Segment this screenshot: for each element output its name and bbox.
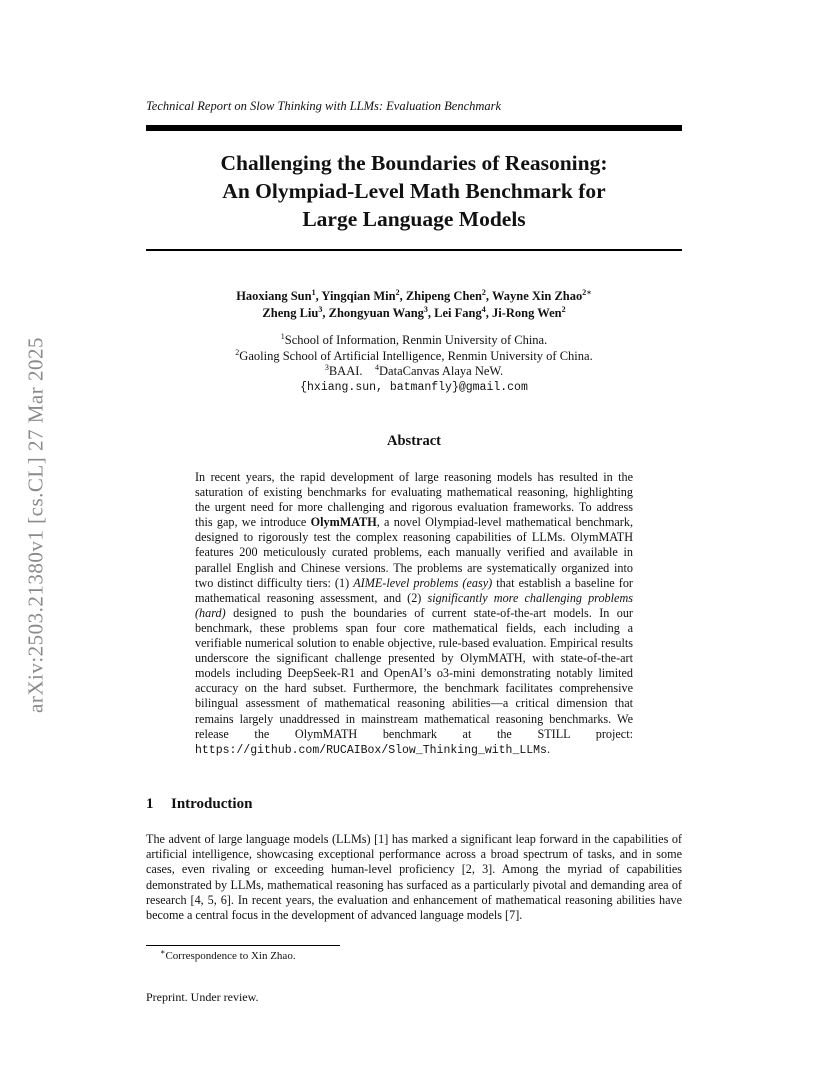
author: Wayne Xin Zhao bbox=[491, 289, 583, 303]
affiliation-3-4: $^3$BAAI. $^4$DataCanvas Alaya NeW. bbox=[324, 362, 504, 378]
section-number: 1 bbox=[146, 796, 154, 812]
title-rule-bottom bbox=[146, 249, 682, 251]
abstract-heading: Abstract bbox=[387, 433, 441, 449]
arxiv-stamp: arXiv:2503.21380v1 [cs.CL] 27 Mar 2025 bbox=[23, 337, 48, 713]
title-line: Large Language Models bbox=[302, 207, 526, 231]
intro-paragraph: The advent of large language models (LLMs) [1] has marked a significant leap forward in the capabilities of artificial intelligence, showcasing exceptional performance across a broad spectrum of tasks, and in some cases, even rivaling or exceeding human-level proficiency [2, 3]. Among the myriad of capabilities demonstrated by LLMs, mathematical reasoning has surfaced as a particularly pivotal and demanding area of research [4, 5, 6]. In recent years, the evaluation and enhancement of mathematical reasoning abilities have become a central focus in the development of advanced language models [7]. bbox=[146, 832, 682, 923]
author-line-1: Haoxiang Sun$^1$, Yingqian Min$^2$, Zhipeng Chen$^2$, Wayne Xin Zhao$^{2∗}$ bbox=[236, 287, 592, 303]
author: Ji-Rong Wen bbox=[492, 306, 562, 320]
affiliations bbox=[146, 333, 682, 395]
title-rule-top bbox=[146, 125, 682, 131]
affiliation-2: $^2$Gaoling School of Artificial Intelligence, Renmin University of China. bbox=[235, 347, 593, 363]
author: Yingqian Min bbox=[321, 289, 396, 303]
author: Zhongyuan Wang bbox=[328, 306, 424, 320]
author-list bbox=[146, 288, 682, 322]
title-line: Challenging the Boundaries of Reasoning: bbox=[220, 151, 608, 175]
footnote-rule bbox=[146, 945, 340, 946]
author: Zheng Liu bbox=[262, 306, 319, 320]
affiliation-1: $^1$School of Information, Renmin University of China. bbox=[280, 331, 548, 347]
preprint-notice: Preprint. Under review. bbox=[146, 990, 259, 1004]
author: Zhipeng Chen bbox=[405, 289, 482, 303]
project-url-link[interactable]: https://github.com/RUCAIBox/Slow_Thinking_with_LLMs bbox=[195, 743, 547, 757]
running-head: Technical Report on Slow Thinking with LLMs: Evaluation Benchmark bbox=[146, 99, 502, 113]
section-heading bbox=[146, 796, 252, 813]
abstract-text: In recent years, the rapid development of large reasoning models has resulted in the saturation of existing benchmarks for evaluating mathematical reasoning, highlighting the urgent need for more challenging and rigorous evaluation frameworks. To address this gap, we introduce OlymMATH, a novel Olympiad-level mathematical benchmark, designed to rigorously test the complex reasoning capabilities of LLMs. OlymMATH features 200 meticulously curated problems, each manually verified and available in parallel English and Chinese versions. The problems are systematically organized into two distinct difficulty tiers: (1) AIME-level problems (easy) that establish a baseline for mathematical reasoning assessment, and (2) significantly more challenging problems (hard) designed to push the boundaries of current state-of-the-art models. In our benchmark, these problems span four core mathematical fields, each including a verifiable numerical solution to enable objective, rule-based evaluation. Empirical results underscore the significant challenge presented by OlymMATH, with state-of-the-art models including DeepSeek-R1 and OpenAI’s o3-mini demonstrating notably limited accuracy on the hard subset. Furthermore, the benchmark facilitates comprehensive bilingual assessment of mathematical reasoning abilities—a critical dimension that remains largely unaddressed in mainstream mathematical reasoning benchmarks. We release the OlymMATH benchmark at the STILL project: https://github.com/RUCAIBox/Slow_Thinking_with_LLMs. bbox=[195, 470, 633, 757]
footnote: ∗Correspondence to Xin Zhao. bbox=[160, 947, 296, 962]
author: Lei Fang bbox=[434, 306, 482, 320]
author: Haoxiang Sun bbox=[236, 289, 312, 303]
paper-title bbox=[146, 149, 682, 233]
title-line: An Olympiad-Level Math Benchmark for bbox=[222, 179, 606, 203]
contact-email[interactable]: {hxiang.sun, batmanfly}@gmail.com bbox=[300, 380, 528, 394]
benchmark-name: OlymMATH bbox=[310, 515, 377, 530]
section-title: Introduction bbox=[171, 796, 253, 812]
author-line-2: Zheng Liu$^3$, Zhongyuan Wang$^3$, Lei Fang$^4$, Ji-Rong Wen$^2$ bbox=[262, 304, 566, 320]
